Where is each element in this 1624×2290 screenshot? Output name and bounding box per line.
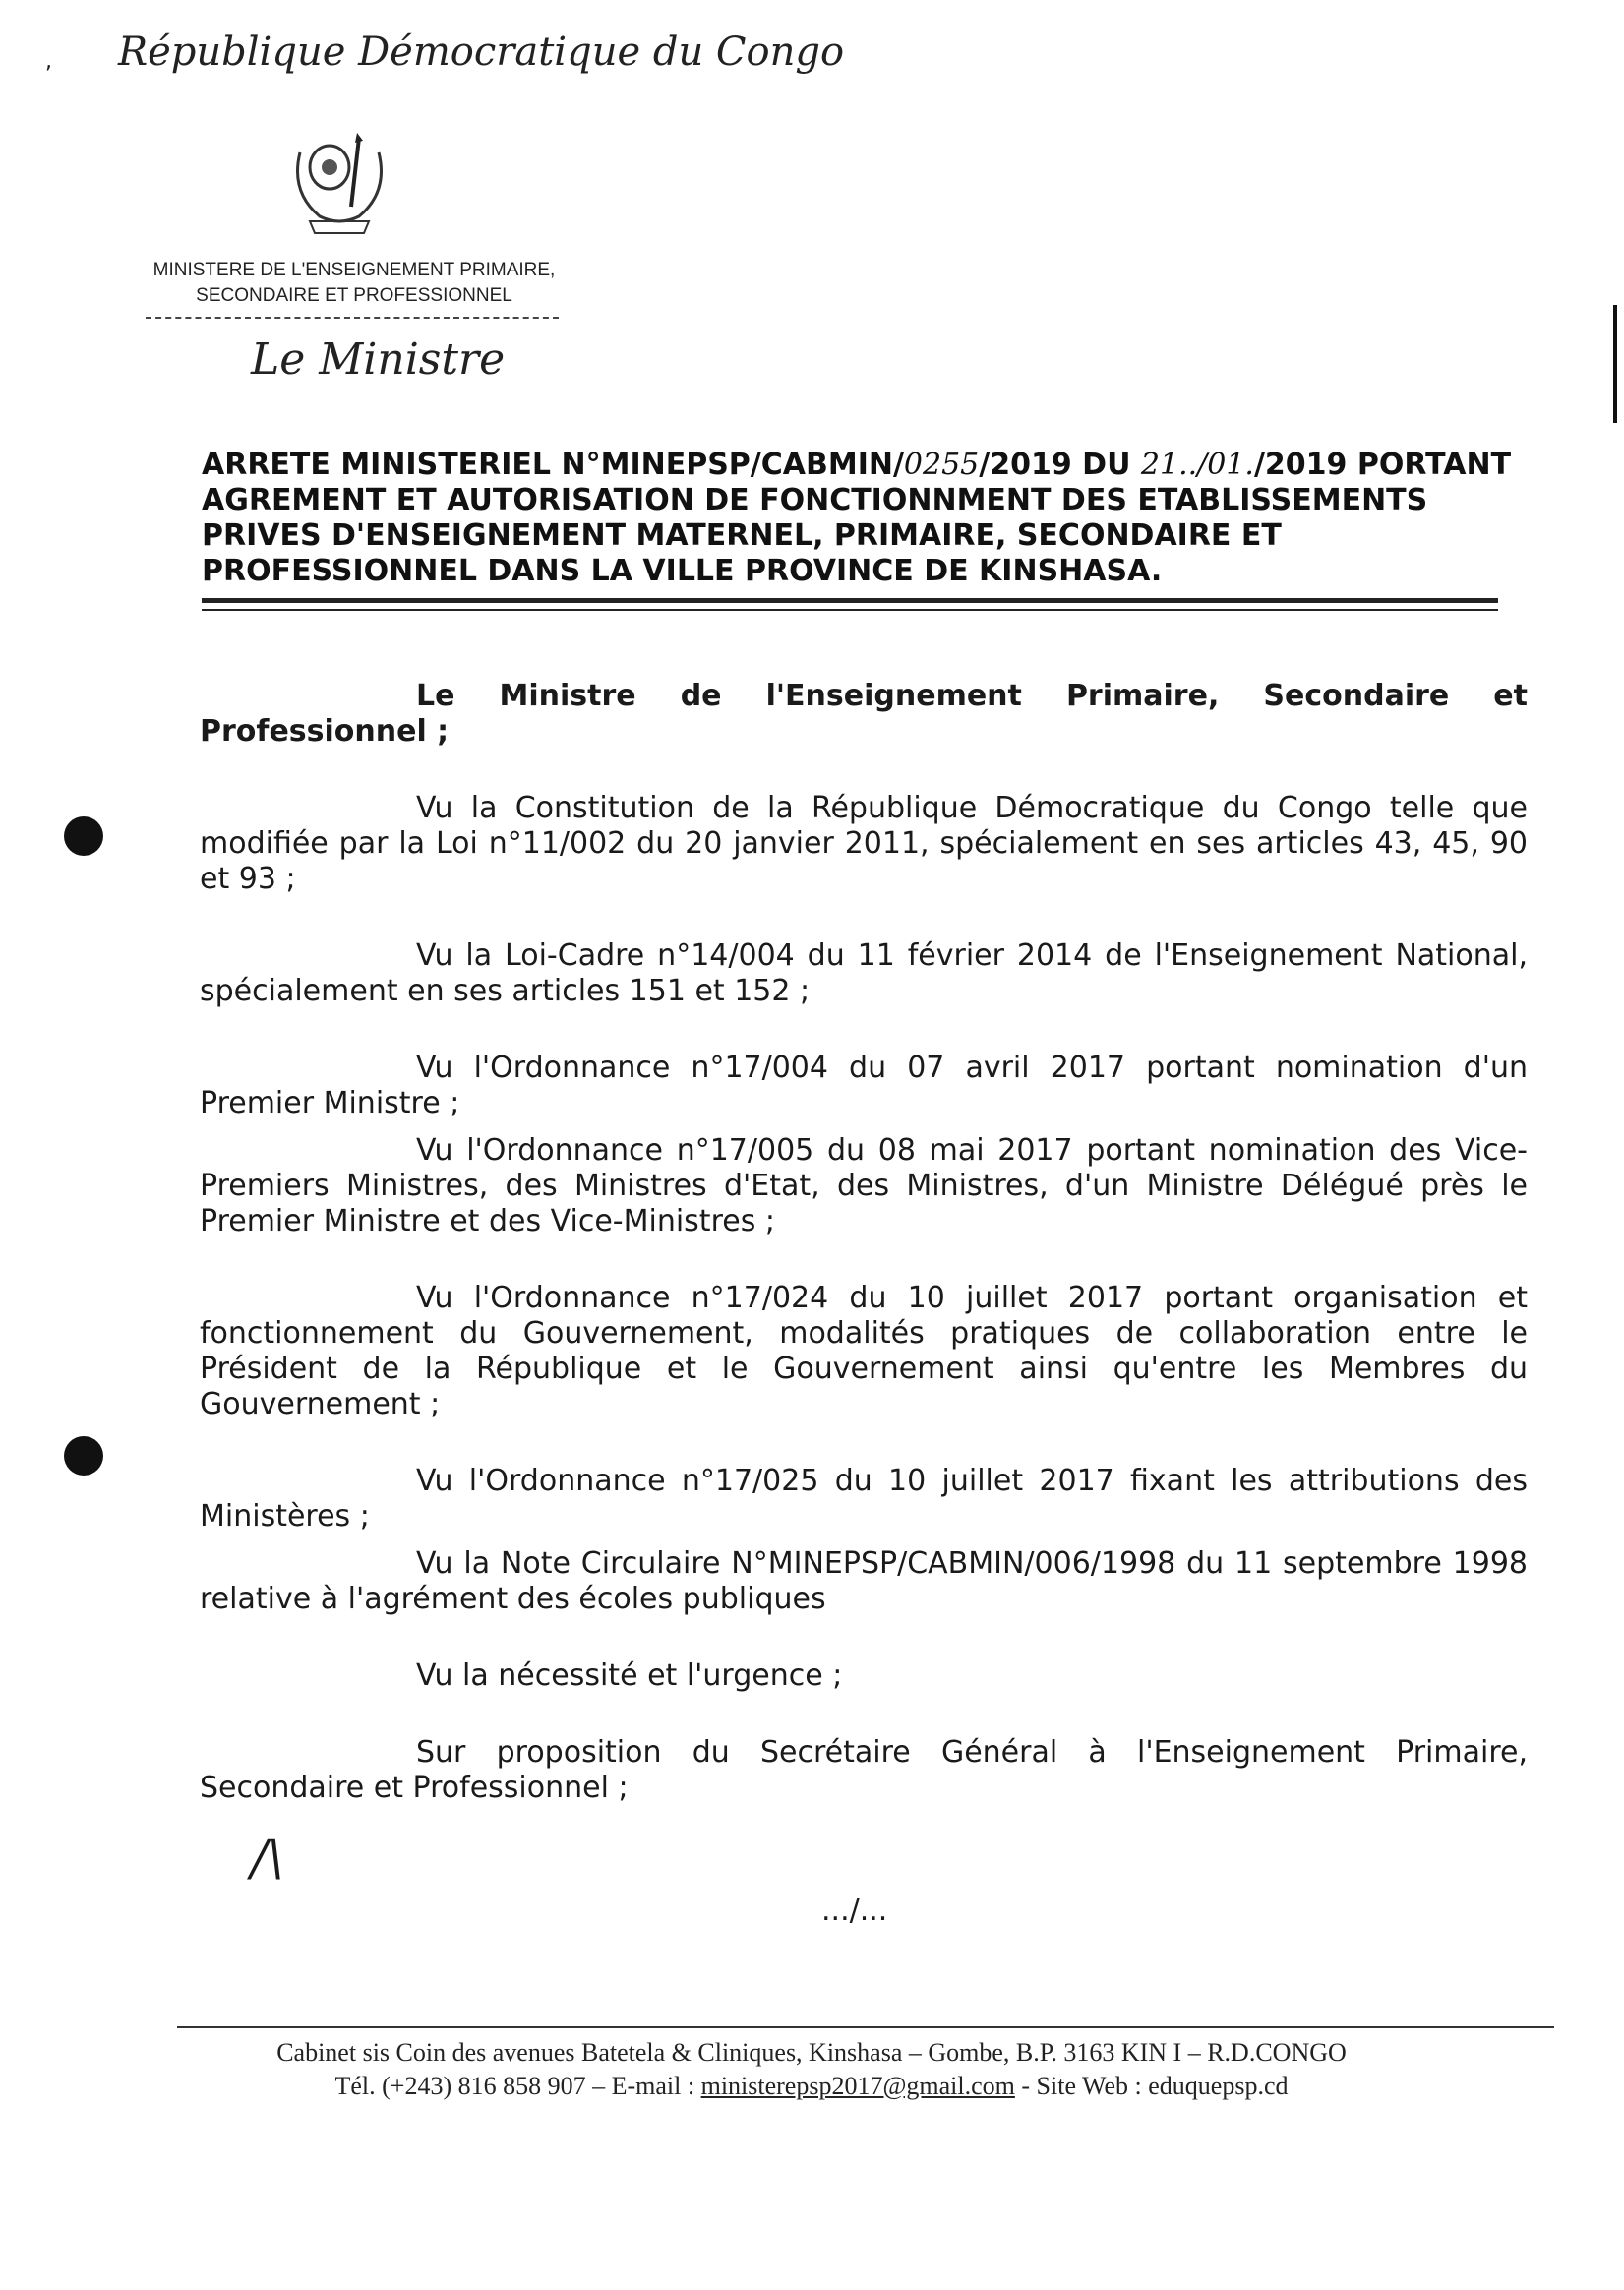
punch-hole-icon (64, 816, 103, 856)
footer (148, 2036, 1475, 2103)
scan-edge-mark (1613, 305, 1617, 423)
minister-title: Le Ministre (251, 334, 506, 385)
decree-number: 0255 (903, 448, 980, 482)
paragraph-ordonnance-005: Vu l'Ordonnance n°17/005 du 08 mai 2017 portant nomination des Vice-Premiers Ministres, des Ministres d'Etat, des Ministres, d'un Ministre Délégué près le Premier Ministre et des Vice-Ministres ; (200, 1133, 1528, 1238)
ministry-line1: MINISTERE DE L'ENSEIGNEMENT PRIMAIRE, (152, 260, 556, 280)
decree-body (200, 679, 1528, 1806)
heading-underline-thin (202, 609, 1498, 611)
republic-header: République Démocratique du Congo (118, 30, 845, 75)
ministry-name (128, 258, 580, 309)
paragraph-ordonnance-024: Vu l'Ordonnance n°17/024 du 10 juillet 2017 portant organisation et fonctionnement du Gouvernement, modalités pratiques de collaboration entre le Président de la République et le Gouvernement ainsi qu'entre les Membres du Gouvernement ; (200, 1281, 1528, 1421)
footer-phone: Tél. (+243) 816 858 907 – E-mail : (334, 2072, 701, 2100)
margin-mark: , (45, 49, 52, 74)
handwritten-initial: /\ (251, 1830, 284, 1887)
paragraph-note-circulaire: Vu la Note Circulaire N°MINEPSP/CABMIN/006/1998 du 11 septembre 1998 relative à l'agrément des écoles publiques (200, 1546, 1528, 1616)
footer-contact (148, 2070, 1475, 2103)
paragraph-ordonnance-004: Vu l'Ordonnance n°17/004 du 07 avril 2017 portant nomination d'un Premier Ministre ; (200, 1051, 1528, 1120)
decree-heading (202, 448, 1528, 589)
header-divider (146, 317, 559, 319)
paragraph-ordonnance-025: Vu l'Ordonnance n°17/025 du 10 juillet 2017 fixant les attributions des Ministères ; (200, 1464, 1528, 1534)
continuation-mark: .../... (821, 1894, 888, 1928)
heading-part2: /2019 DU (979, 448, 1141, 482)
heading-part3: /2019 PORTANT AGREMENT ET AUTORISATION DE FONCTIONNMENT DES ETABLISSEMENTS PRIVES D'ENSEIGNEMENT MATERNEL, PRIMAIRE, SECONDAIRE ET PROFESSIONNEL DANS LA VILLE PROVINCE DE KINSHASA. (202, 448, 1512, 588)
paragraph-proposition: Sur proposition du Secrétaire Général à l'Enseignement Primaire, Secondaire et Professionnel ; (200, 1735, 1528, 1805)
footer-email-link[interactable]: ministerepsp2017@gmail.com (700, 2072, 1015, 2100)
paragraph-urgence: Vu la nécessité et l'urgence ; (416, 1658, 843, 1693)
decree-date: 21../01. (1140, 448, 1254, 482)
intro-paragraph: Le Ministre de l'Enseignement Primaire, Secondaire et Professionnel ; (200, 679, 1528, 749)
paragraph-constitution: Vu la Constitution de la République Démocratique du Congo telle que modifiée par la Loi n°11/002 du 20 janvier 2011, spécialement en ses articles 43, 45, 90 et 93 ; (200, 791, 1528, 896)
heading-underline-thick (202, 598, 1498, 603)
footer-address: Cabinet sis Coin des avenues Batetela & Cliniques, Kinshasa – Gombe, B.P. 3163 KIN I – R.D.CONGO (276, 2038, 1347, 2067)
footer-divider (177, 2026, 1554, 2028)
ministry-line2: SECONDAIRE ET PROFESSIONNEL (196, 285, 512, 306)
paragraph-loi-cadre: Vu la Loi-Cadre n°14/004 du 11 février 2014 de l'Enseignement National, spécialement en ses articles 151 et 152 ; (200, 938, 1528, 1008)
coat-of-arms-icon (280, 123, 398, 241)
punch-hole-icon (64, 1436, 103, 1476)
footer-website: - Site Web : eduquepsp.cd (1014, 2072, 1289, 2100)
heading-part1: ARRETE MINISTERIEL N°MINEPSP/CABMIN/ (202, 448, 904, 482)
